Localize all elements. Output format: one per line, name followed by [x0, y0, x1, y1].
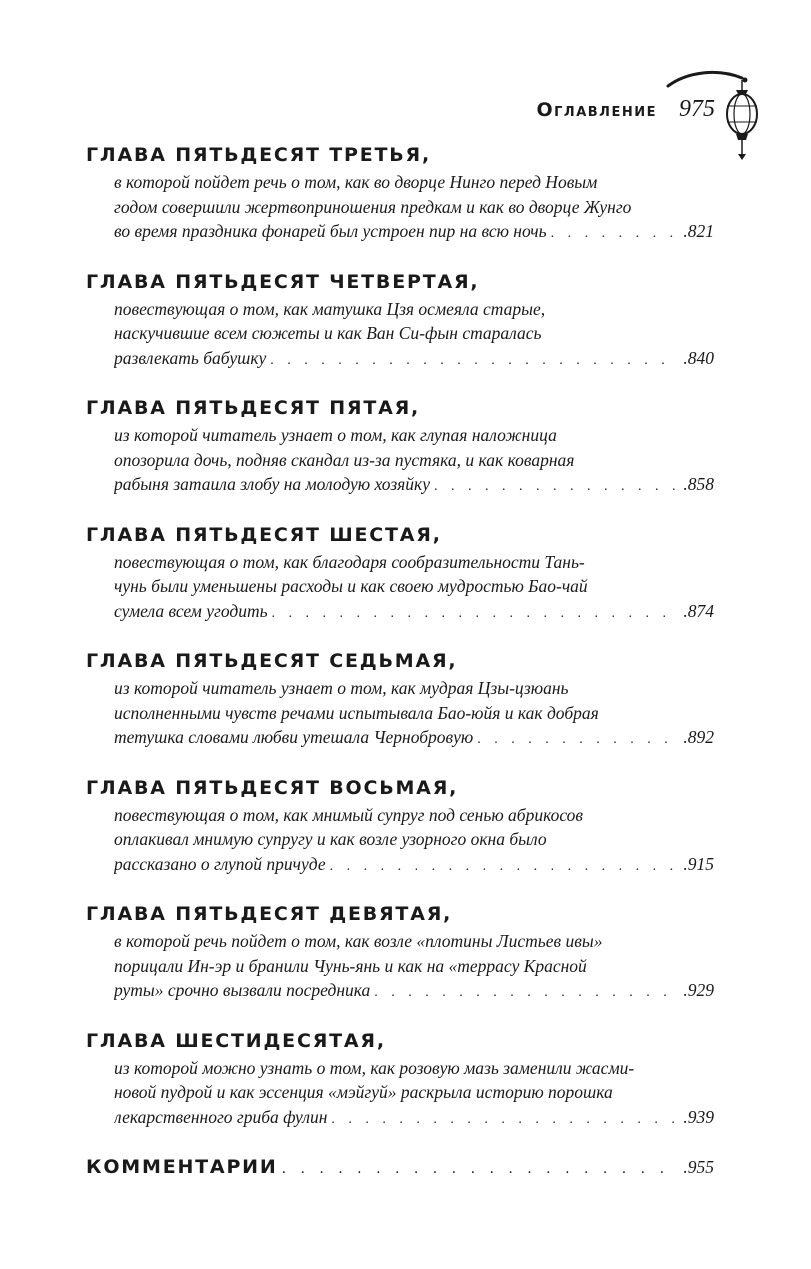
summary-line-text: сумела всем угодить: [114, 600, 268, 621]
dot-leader: [330, 855, 680, 877]
summary-line: порицали Ин-эр и бранили Чунь-янь и как на «террасу Красной: [114, 955, 587, 976]
page-ref: .892: [683, 727, 714, 747]
chapter-summary: [86, 676, 714, 750]
dot-leader: [270, 349, 679, 371]
comments-title: КОММЕНТАРИИ: [86, 1156, 278, 1178]
summary-line: повествующая о том, как благодаря сообразительности Тань-: [114, 551, 585, 572]
page-ref: .939: [683, 1106, 714, 1127]
summary-line-last: [114, 219, 714, 244]
summary-line: наскучившие всем сюжеты и как Ван Си-фын старалась: [114, 323, 542, 343]
chapter-title: ГЛАВА ШЕСТИДЕСЯТАЯ,: [86, 1029, 386, 1052]
chapter-summary: [86, 550, 714, 624]
summary-line-last: [114, 599, 714, 624]
dot-leader: [282, 1161, 680, 1177]
chapter-summary: [86, 297, 714, 371]
summary-line: повествующая о том, как мнимый супруг под сенью абрикосов: [114, 804, 584, 825]
page-number: 975: [679, 96, 715, 122]
dot-leader: [331, 1108, 679, 1130]
summary-line: оплакивал мнимую супругу и как возле узорного окна было: [114, 829, 547, 849]
toc-entry-comments: [86, 1152, 714, 1182]
page-ref: .840: [683, 347, 714, 368]
summary-line: в которой пойдет речь о том, как во дворце Нинго перед Новым: [114, 172, 598, 192]
chapter-summary: [86, 170, 714, 244]
toc-entry: [86, 393, 714, 497]
summary-line-last: [114, 472, 714, 497]
summary-line-last: [114, 725, 714, 750]
summary-line: из которой читатель узнает о том, как мудрая Цзы-цзюань: [114, 678, 569, 698]
page-ref: .858: [683, 474, 714, 494]
toc-entry: [86, 773, 714, 877]
summary-line: из которой можно узнать о том, как розовую мазь заменили жасми-: [114, 1057, 635, 1078]
chapter-title: ГЛАВА ПЯТЬДЕСЯТ ДЕВЯТАЯ,: [86, 903, 453, 925]
dot-leader: [477, 728, 679, 750]
dot-leader: [434, 475, 679, 497]
toc-entry: [86, 646, 714, 750]
dot-leader: [272, 602, 680, 624]
summary-line: из которой читатель узнает о том, как глупая наложница: [114, 425, 557, 445]
summary-line-last: [114, 852, 714, 877]
summary-line-text: рабыня затаила злобу на молодую хозяйку: [114, 474, 430, 494]
chapter-title: ГЛАВА ПЯТЬДЕСЯТ ТРЕТЬЯ,: [86, 144, 431, 166]
summary-line: в которой речь пойдет о том, как возле «плотины Листьев ивы»: [114, 931, 603, 951]
toc-entry: [86, 140, 714, 244]
page-ref: .929: [683, 980, 714, 1000]
summary-line: повествующая о том, как матушка Цзя осмеяла старые,: [114, 298, 546, 319]
summary-line-last: [114, 1105, 714, 1130]
toc-entry: [86, 899, 714, 1003]
summary-line-last: [114, 978, 714, 1003]
toc-entry: [86, 1026, 714, 1130]
table-of-contents: [86, 140, 714, 1182]
page-ref: .821: [683, 221, 714, 241]
dot-leader: [551, 222, 680, 244]
dot-leader: [374, 981, 679, 1003]
toc-entry: [86, 520, 714, 624]
summary-line: новой пудрой и как эссенция «мэйгуй» раскрыла историю порошка: [114, 1082, 613, 1102]
page-ref: .874: [683, 600, 714, 621]
summary-line-text: лекарственного гриба фулин: [114, 1106, 328, 1127]
chapter-title: ГЛАВА ПЯТЬДЕСЯТ ЧЕТВЕРТАЯ,: [86, 270, 480, 293]
summary-line-text: во время праздника фонарей был устроен пир на всю ночь: [114, 221, 547, 241]
summary-line-text: рассказано о глупой причуде: [114, 853, 326, 874]
chapter-title: ГЛАВА ПЯТЬДЕСЯТ ВОСЬМАЯ,: [86, 776, 459, 799]
chapter-title: ГЛАВА ПЯТЬДЕСЯТ СЕДЬМАЯ,: [86, 650, 458, 672]
summary-line-text: развлекать бабушку: [114, 347, 267, 368]
running-header-title: Оглавление: [536, 99, 657, 121]
chapter-summary: [86, 803, 714, 877]
summary-line: исполненными чувств речами испытывала Бао-юйя и как добрая: [114, 702, 599, 723]
chapter-summary: [86, 929, 714, 1003]
summary-line-text: тетушка словами любви утешала Чернобровую: [114, 727, 474, 747]
chapter-summary: [86, 423, 714, 497]
summary-line: годом совершили жертвоприношения предкам и как во дворце Жунго: [114, 196, 632, 217]
chapter-title: ГЛАВА ПЯТЬДЕСЯТ ПЯТАЯ,: [86, 397, 421, 419]
toc-entry: [86, 267, 714, 371]
page-ref: .915: [683, 853, 714, 874]
chapter-title: ГЛАВА ПЯТЬДЕСЯТ ШЕСТАЯ,: [86, 523, 442, 546]
summary-line-text: руты» срочно вызвали посредника: [114, 980, 371, 1000]
summary-line: опозорила дочь, подняв скандал из-за пустяка, и как коварная: [114, 449, 575, 470]
summary-line-last: [114, 346, 714, 371]
chapter-summary: [86, 1056, 714, 1130]
page-ref: .955: [683, 1157, 714, 1177]
summary-line: чунь были уменьшены расходы и как своею мудростью Бао-чай: [114, 576, 588, 596]
